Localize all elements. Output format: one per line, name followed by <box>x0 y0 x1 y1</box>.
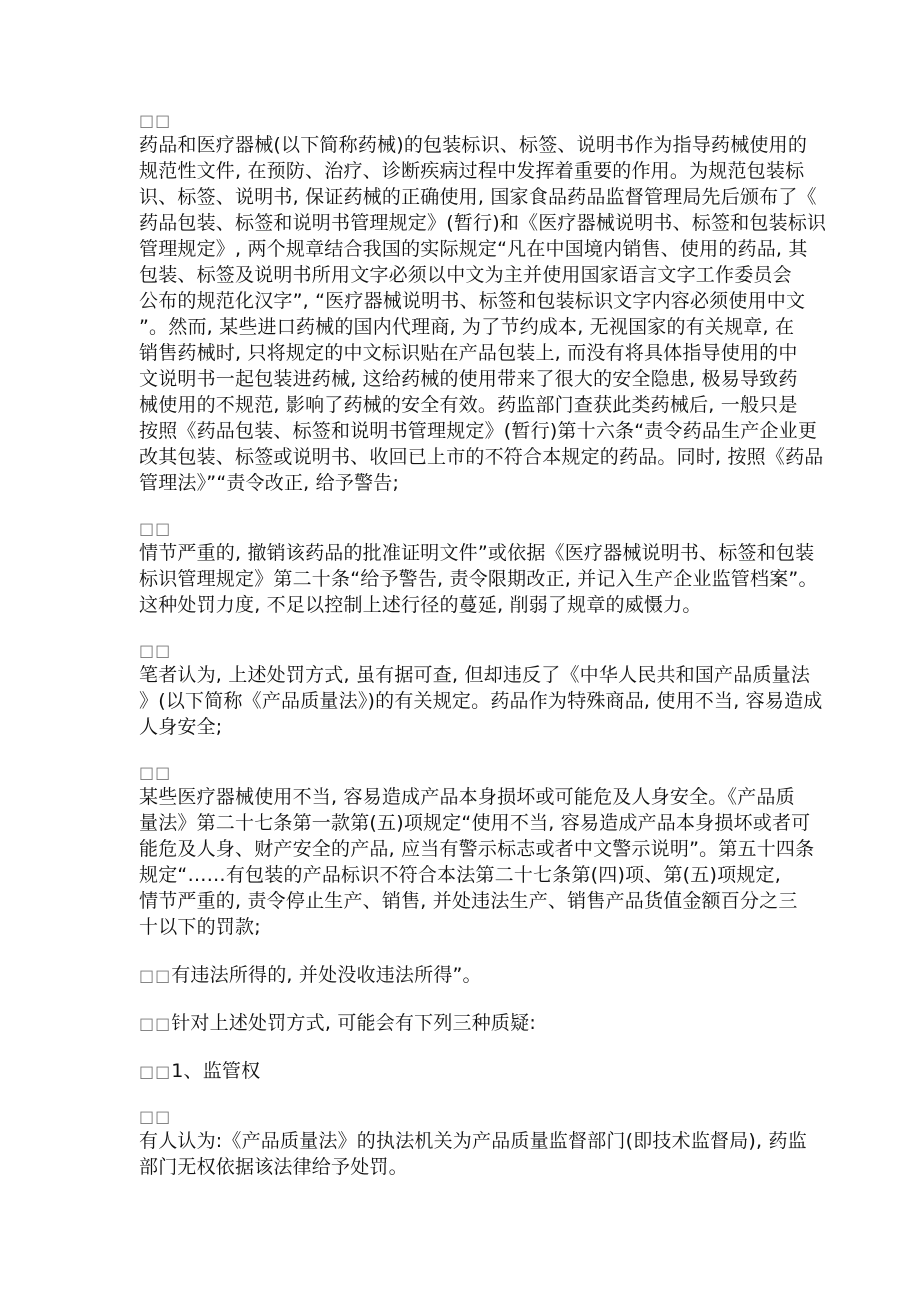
text-line: 销售药械时, 只将规定的中文标识贴在产品包装上, 而没有将具体指导使用的中 <box>139 342 798 364</box>
paragraph-3 <box>139 640 823 740</box>
paragraph-lines <box>139 662 823 740</box>
text-line: 规定“……有包装的产品标识不符合本法第二十七条第(四)项、第(五)项规定, <box>139 864 781 886</box>
paragraph-marker: □□ <box>139 1062 172 1081</box>
paragraph-lines <box>139 1128 807 1180</box>
text-line: 情节严重的, 撤销该药品的批准证明文件”或依据《医疗器械说明书、标签和包装 <box>139 542 815 564</box>
paragraph-5 <box>139 962 789 988</box>
paragraph-marker: □□ <box>139 519 172 538</box>
paragraph-marker: □□ <box>139 763 172 782</box>
text-line: 管理规定》, 两个规章结合我国的实际规定“凡在中国境内销售、使用的药品, 其 <box>139 238 808 260</box>
paragraph-4 <box>139 762 815 940</box>
paragraph-marker: □□ <box>139 111 172 130</box>
text-line: 械使用的不规范, 影响了药械的安全有效。药监部门查获此类药械后, 一般只是 <box>139 394 798 416</box>
text-line: 情节严重的, 责令停止生产、销售, 并处违法生产、销售产品货值金额百分之三 <box>139 890 798 912</box>
text-line: 公布的规范化汉字”, “医疗器械说明书、标签和包装标识文字内容必须使用中文 <box>139 290 806 312</box>
text-line: 药品包装、标签和说明书管理规定》(暂行)和《医疗器械说明书、标签和包装标识 <box>139 212 827 234</box>
paragraph-text: 有违法所得的, 并处没收违法所得”。 <box>171 964 482 986</box>
document-body <box>139 110 827 1180</box>
text-line: 量法》第二十七条第一款第(五)项规定“使用不当, 容易造成产品本身损坏或者可 <box>139 812 811 834</box>
text-line: 能危及人身、财产安全的产品, 应当有警示标志或者中文警示说明”。第五十四条 <box>139 838 815 860</box>
text-line: 改其包装、标签或说明书、收回已上市的不符合本规定的药品。同时, 按照《药品 <box>139 446 824 468</box>
text-line: 规范性文件, 在预防、治疗、诊断疾病过程中发挥着重要的作用。为规范包装标 <box>139 160 805 182</box>
text-line: 管理法》”“责令改正, 给予警告; <box>139 472 400 494</box>
text-line: 包装、标签及说明书所用文字必须以中文为主并使用国家语言文字工作委员会 <box>139 264 792 286</box>
text-line: 药品和医疗器械(以下简称药械)的包装标识、标签、说明书作为指导药械使用的 <box>139 134 808 156</box>
heading-text: 1、监管权 <box>171 1060 261 1082</box>
paragraph-marker: □□ <box>139 641 172 660</box>
text-line: 某些医疗器械使用不当, 容易造成产品本身损坏或可能危及人身安全。《产品质 <box>139 786 795 808</box>
paragraph-6 <box>139 1010 789 1036</box>
text-line: 笔者认为, 上述处罚方式, 虽有据可查, 但却违反了《中华人民共和国产品质量法 <box>139 664 811 686</box>
paragraph-2 <box>139 518 818 618</box>
paragraph-text: 针对上述处罚方式, 可能会有下列三种质疑: <box>171 1012 536 1034</box>
paragraph-marker: □□ <box>139 1014 172 1033</box>
paragraph-7 <box>139 1106 807 1180</box>
text-line: 》(以下简称《产品质量法》)的有关规定。药品作为特殊商品, 使用不当, 容易造成 <box>139 690 823 712</box>
paragraph-1 <box>139 110 827 496</box>
paragraph-lines <box>139 540 818 618</box>
text-line: 人身安全; <box>139 716 223 738</box>
text-line: ”。然而, 某些进口药械的国内代理商, 为了节约成本, 无视国家的有关规章, 在 <box>139 316 795 338</box>
text-line: 十以下的罚款; <box>139 916 261 938</box>
text-line: 部门无权依据该法律给予处罚。 <box>139 1156 408 1178</box>
text-line: 有人认为:《产品质量法》的执法机关为产品质量监督部门(即技术监督局), 药监 <box>139 1130 807 1152</box>
paragraph-lines <box>139 132 827 496</box>
text-line: 文说明书一起包装进药械, 这给药械的使用带来了很大的安全隐患, 极易导致药 <box>139 368 798 390</box>
section-heading-1 <box>139 1058 789 1084</box>
text-line: 按照《药品包装、标签和说明书管理规定》(暂行)第十六条“责令药品生产企业更 <box>139 420 818 442</box>
text-line: 这种处罚力度, 不足以控制上述行径的蔓延, 削弱了规章的威慑力。 <box>139 594 702 616</box>
text-line: 识、标签、说明书, 保证药械的正确使用, 国家食品药品监督管理局先后颁布了《 <box>139 186 817 208</box>
paragraph-marker: □□ <box>139 1107 172 1126</box>
paragraph-marker: □□ <box>139 966 172 985</box>
paragraph-lines <box>139 784 815 940</box>
text-line: 标识管理规定》第二十条“给予警告, 责令限期改正, 并记入生产企业监管档案”。 <box>139 568 818 590</box>
